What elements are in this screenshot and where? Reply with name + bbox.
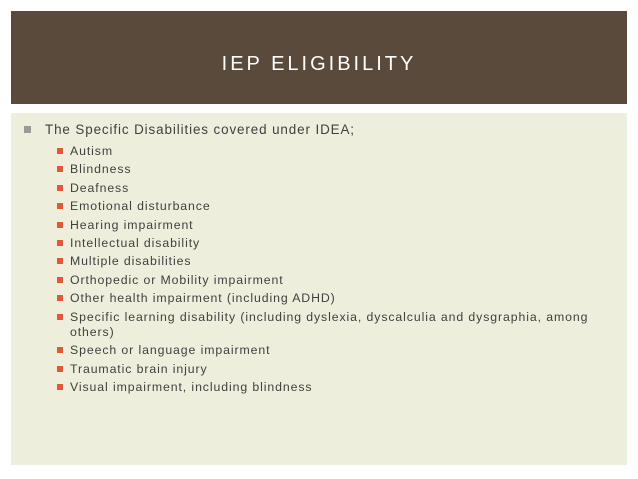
square-bullet-icon (24, 126, 31, 133)
list-item-text: Blindness (70, 162, 132, 177)
list-item (57, 181, 612, 196)
disability-list (57, 144, 612, 399)
main-bullet-item (24, 122, 614, 137)
list-item-text: Emotional disturbance (70, 199, 211, 214)
square-bullet-icon (57, 258, 63, 264)
list-item (57, 162, 612, 177)
list-item (57, 380, 612, 395)
list-item-text: Other health impairment (including ADHD) (70, 291, 336, 306)
list-item-text: Specific learning disability (including dyslexia, dyscalculia and dysgraphia, among others) (70, 309, 589, 340)
list-item-text: Orthopedic or Mobility impairment (70, 272, 284, 287)
square-bullet-icon (57, 222, 63, 228)
list-item-text: Multiple disabilities (70, 254, 192, 269)
list-item-text: Intellectual disability (70, 236, 201, 251)
list-item (57, 291, 612, 306)
list-item (57, 362, 612, 377)
list-item (57, 254, 612, 269)
square-bullet-icon (57, 314, 63, 320)
square-bullet-icon (57, 203, 63, 209)
list-item (57, 218, 612, 233)
square-bullet-icon (57, 347, 63, 353)
list-item (57, 236, 612, 251)
list-item (57, 199, 612, 214)
square-bullet-icon (57, 240, 63, 246)
list-item (57, 343, 612, 358)
list-item-text: Deafness (70, 180, 130, 195)
title-bar (11, 11, 627, 104)
square-bullet-icon (57, 366, 63, 372)
list-item (57, 144, 612, 159)
list-item-text: Hearing impairment (70, 217, 194, 232)
square-bullet-icon (57, 277, 63, 283)
main-bullet-text: The Specific Disabilities covered under IDEA; (45, 122, 355, 137)
list-item (57, 273, 612, 288)
square-bullet-icon (57, 148, 63, 154)
list-item-text: Speech or language impairment (70, 343, 271, 358)
list-item-text: Traumatic brain injury (70, 361, 208, 376)
list-item (57, 310, 612, 341)
square-bullet-icon (57, 295, 63, 301)
slide-title: IEP ELIGIBILITY (221, 53, 417, 75)
list-item-text: Visual impairment, including blindness (70, 380, 313, 395)
list-item-text: Autism (70, 144, 113, 158)
square-bullet-icon (57, 384, 63, 390)
square-bullet-icon (57, 185, 63, 191)
square-bullet-icon (57, 166, 63, 172)
